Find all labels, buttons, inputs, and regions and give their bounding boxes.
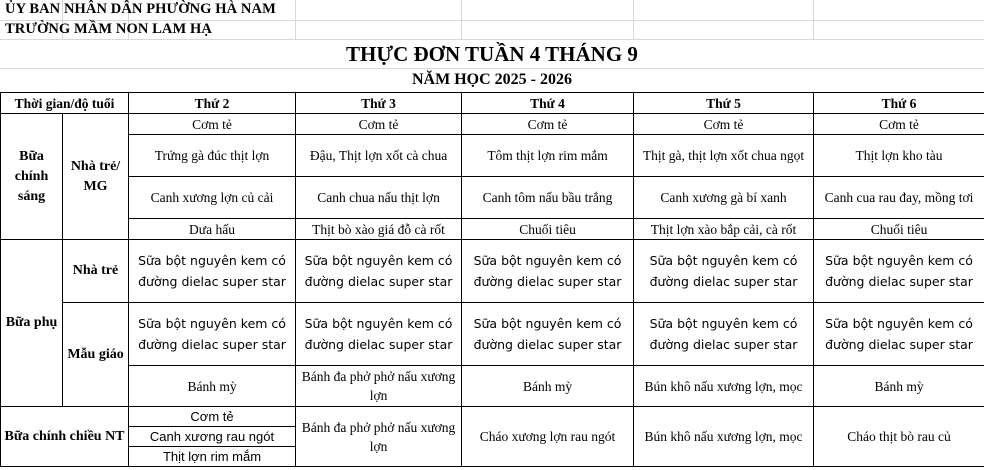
menu-cell: Canh tôm nấu bầu trắng xyxy=(462,177,634,219)
menu-cell: Sữa bột nguyên kem có đường dielac super star xyxy=(634,303,814,366)
menu-cell: Sữa bột nguyên kem có đường dielac super star xyxy=(634,240,814,303)
menu-cell: Thịt lợn rim mắm xyxy=(129,447,296,467)
menu-cell: Thịt lợn xào bắp cải, cà rốt xyxy=(634,219,814,240)
menu-cell: Sữa bột nguyên kem có đường dielac super star xyxy=(814,303,984,366)
table-row xyxy=(1,366,984,407)
menu-cell: Sữa bột nguyên kem có đường dielac super star xyxy=(814,240,984,303)
menu-title: THỰC ĐƠN TUẦN 4 THÁNG 9 xyxy=(0,40,984,68)
table-row xyxy=(1,135,984,177)
menu-cell: Trứng gà đúc thịt lợn xyxy=(129,135,296,177)
menu-cell: Dưa hấu xyxy=(129,219,296,240)
menu-cell: Bánh mỳ xyxy=(462,366,634,407)
weekly-menu-table xyxy=(0,92,984,467)
school-year: NĂM HỌC 2025 - 2026 xyxy=(0,69,984,91)
menu-cell: Bún khô nấu xương lợn, mọc xyxy=(634,366,814,407)
menu-cell: Cháo xương lợn rau ngót xyxy=(462,407,634,467)
authority-name: ỦY BAN NHÂN DÂN PHƯỜNG HÀ NAM xyxy=(5,1,276,17)
age-group-label: Mẫu giáo xyxy=(63,303,129,407)
corner-header: Thời gian/độ tuổi xyxy=(1,93,129,114)
menu-cell: Thịt lợn kho tàu xyxy=(814,135,984,177)
menu-cell: Bánh đa phở phở nấu xương lợn xyxy=(296,407,462,467)
meal-label-snack: Bữa phụ xyxy=(1,240,63,407)
menu-cell: Canh xương lợn củ cải xyxy=(129,177,296,219)
menu-cell: Chuối tiêu xyxy=(814,219,984,240)
meal-label-afternoon: Bữa chính chiều NT xyxy=(1,407,129,467)
school-name: TRƯỜNG MẦM NON LAM HẠ xyxy=(5,21,212,37)
day-header: Thứ 5 xyxy=(634,93,814,114)
menu-cell: Cơm tẻ xyxy=(129,407,296,427)
age-group-label: Nhà trẻ xyxy=(63,240,129,303)
menu-cell: Cơm tẻ xyxy=(814,114,984,135)
table-row xyxy=(1,219,984,240)
menu-cell: Chuối tiêu xyxy=(462,219,634,240)
menu-cell: Bánh mỳ xyxy=(129,366,296,407)
menu-cell: Canh cua rau đay, mồng tơi xyxy=(814,177,984,219)
menu-cell: Canh xương rau ngót xyxy=(129,427,296,447)
menu-cell: Thịt bò xào giá đỗ cà rốt xyxy=(296,219,462,240)
menu-cell: Cơm tẻ xyxy=(129,114,296,135)
menu-cell: Canh chua nấu thịt lợn xyxy=(296,177,462,219)
day-header: Thứ 6 xyxy=(814,93,984,114)
menu-cell: Bánh mỳ xyxy=(814,366,984,407)
menu-cell: Cơm tẻ xyxy=(634,114,814,135)
menu-cell: Sữa bột nguyên kem có đường dielac super star xyxy=(129,303,296,366)
day-header: Thứ 4 xyxy=(462,93,634,114)
menu-cell: Cháo thịt bò rau củ xyxy=(814,407,984,467)
table-row xyxy=(1,303,984,366)
table-row xyxy=(1,114,984,135)
menu-cell: Bún khô nấu xương lợn, mọc xyxy=(634,407,814,467)
age-group-label: Nhà trẻ/ MG xyxy=(63,114,129,240)
menu-cell: Đậu, Thịt lợn xốt cà chua xyxy=(296,135,462,177)
menu-cell: Sữa bột nguyên kem có đường dielac super star xyxy=(129,240,296,303)
menu-cell: Bánh đa phở phở nấu xương lợn xyxy=(296,366,462,407)
meal-label-breakfast: Bữa chính sáng xyxy=(1,114,63,240)
day-header: Thứ 3 xyxy=(296,93,462,114)
table-row xyxy=(1,177,984,219)
menu-cell: Sữa bột nguyên kem có đường dielac super star xyxy=(462,303,634,366)
table-row xyxy=(1,407,984,427)
menu-cell: Cơm tẻ xyxy=(462,114,634,135)
menu-cell: Sữa bột nguyên kem có đường dielac super star xyxy=(462,240,634,303)
menu-cell: Canh xương gà bí xanh xyxy=(634,177,814,219)
menu-cell: Sữa bột nguyên kem có đường dielac super star xyxy=(296,240,462,303)
menu-cell: Sữa bột nguyên kem có đường dielac super star xyxy=(296,303,462,366)
menu-cell: Tôm thịt lợn rim mắm xyxy=(462,135,634,177)
menu-cell: Thịt gà, thịt lợn xốt chua ngọt xyxy=(634,135,814,177)
day-header: Thứ 2 xyxy=(129,93,296,114)
table-header-row xyxy=(1,93,984,114)
menu-cell: Cơm tẻ xyxy=(296,114,462,135)
table-row xyxy=(1,240,984,303)
